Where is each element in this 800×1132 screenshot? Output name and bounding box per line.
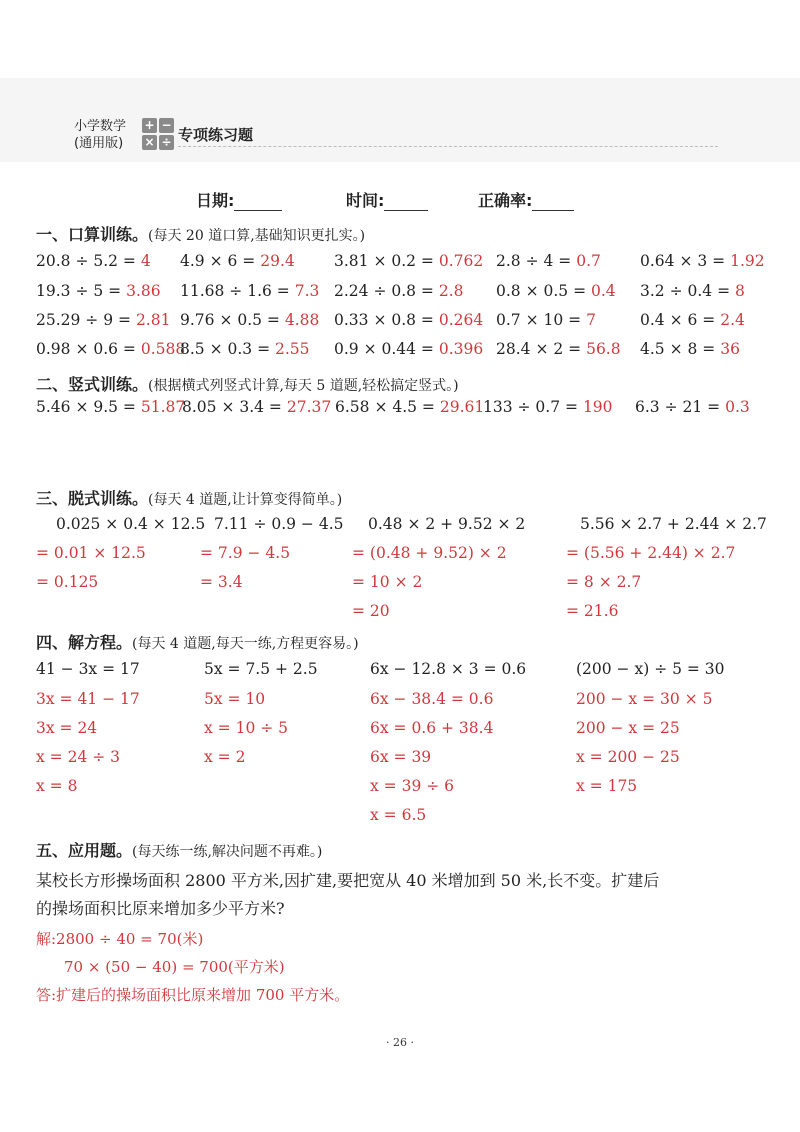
equation-question: (200 − x) ÷ 5 = 30 [576, 660, 725, 678]
answer: 2.8 [438, 282, 464, 300]
answer: 29.4 [260, 252, 295, 270]
oral-item [36, 340, 185, 358]
time-label: 时间: [346, 191, 385, 210]
oral-item [36, 282, 161, 300]
question: 8.5 × 0.3 = [180, 340, 271, 358]
question: 19.3 ÷ 5 = [36, 282, 122, 300]
equation-step: 200 − x = 30 × 5 [576, 690, 713, 708]
answer: 2.55 [275, 340, 310, 358]
equation-question: 41 − 3x = 17 [36, 660, 140, 678]
section-word-problem [36, 838, 322, 861]
vertical-item [483, 398, 613, 416]
oral-item [36, 311, 170, 329]
answer: 0.4 [591, 282, 616, 300]
oral-item [334, 282, 464, 300]
vertical-item [635, 398, 750, 416]
equation-step: 6x − 38.4 = 0.6 [370, 690, 494, 708]
question: 9.76 × 0.5 = [180, 311, 280, 329]
date-label: 日期: [196, 191, 235, 210]
stepwise-step: = 21.6 [566, 602, 619, 620]
solution-line-2: 70 × (50 − 40) = 700(平方米) [64, 958, 285, 976]
answer: 29.61 [439, 398, 485, 416]
problem-line-1: 某校长方形操场面积 2800 平方米,因扩建,要把宽从 40 米增加到 50 米,长不变。扩建后 [36, 871, 660, 890]
question: 2.24 ÷ 0.8 = [334, 282, 434, 300]
stepwise-step: = 10 × 2 [352, 573, 423, 591]
question: 3.2 ÷ 0.4 = [640, 282, 731, 300]
oral-item [640, 282, 745, 300]
solution-line-1: 解:2800 ÷ 40 = 70(米) [36, 930, 204, 948]
oral-item [640, 311, 745, 329]
oral-item [334, 252, 483, 270]
equation-step: 200 − x = 25 [576, 719, 680, 737]
question: 0.98 × 0.6 = [36, 340, 136, 358]
section-note: (每天 4 道题,让计算变得简单。) [148, 492, 343, 508]
operator-icons [142, 118, 174, 150]
answer: 8 [735, 282, 745, 300]
brand-line-1: 小学数学 [74, 119, 127, 134]
equation-step: x = 39 ÷ 6 [370, 777, 455, 795]
question: 20.8 ÷ 5.2 = [36, 252, 136, 270]
answer: 27.37 [286, 398, 332, 416]
answer: 51.87 [140, 398, 186, 416]
oral-item [640, 252, 765, 270]
answer: 7.3 [294, 282, 320, 300]
brand-line-2: (通用版) [74, 136, 124, 151]
equation-step: x = 10 ÷ 5 [204, 719, 289, 737]
oral-item [180, 252, 295, 270]
question: 4.5 × 8 = [640, 340, 716, 358]
section-oral [36, 222, 365, 245]
section-title: 四、解方程。 [36, 633, 133, 652]
answer: 0.7 [576, 252, 601, 270]
equation-step: x = 175 [576, 777, 638, 795]
oral-item [180, 282, 319, 300]
answer: 7 [586, 311, 596, 329]
section-note: (每天 4 道题,每天一练,方程更容易。) [132, 636, 359, 652]
question: 0.64 × 3 = [640, 252, 726, 270]
date-blank[interactable] [234, 192, 282, 211]
question: 6.3 ÷ 21 = [635, 398, 721, 416]
vertical-item [335, 398, 484, 416]
time-field [346, 188, 428, 211]
times-icon: × [142, 135, 157, 150]
oral-item [180, 311, 319, 329]
oral-item [640, 340, 740, 358]
equation-step: x = 24 ÷ 3 [36, 748, 121, 766]
question: 0.7 × 10 = [496, 311, 582, 329]
answer: 0.588 [140, 340, 186, 358]
time-blank[interactable] [384, 192, 428, 211]
question: 4.9 × 6 = [180, 252, 256, 270]
equation-question: 6x − 12.8 × 3 = 0.6 [370, 660, 527, 678]
oral-item [36, 252, 151, 270]
answer: 0.396 [438, 340, 484, 358]
equation-step: 3x = 24 [36, 719, 98, 737]
oral-item [180, 340, 310, 358]
answer: 0.762 [438, 252, 484, 270]
section-title: 三、脱式训练。 [36, 489, 149, 508]
answer: 3.86 [126, 282, 161, 300]
equation-step: 5x = 10 [204, 690, 266, 708]
question: 11.68 ÷ 1.6 = [180, 282, 290, 300]
equation-step: 6x = 0.6 + 38.4 [370, 719, 494, 737]
vertical-item [36, 398, 185, 416]
section-note: (每天练一练,解决问题不再难。) [132, 844, 323, 860]
date-field [196, 188, 282, 211]
section-title: 五、应用题。 [36, 841, 133, 860]
section-title: 一、口算训练。 [36, 225, 149, 244]
answer: 1.92 [730, 252, 765, 270]
stepwise-step: = (0.48 + 9.52) × 2 [352, 544, 507, 562]
answer: 56.8 [586, 340, 621, 358]
question: 6.58 × 4.5 = [335, 398, 435, 416]
stepwise-step: = 0.125 [36, 573, 99, 591]
oral-item [496, 311, 596, 329]
stepwise-step: = 7.9 − 4.5 [200, 544, 291, 562]
stepwise-step: = (5.56 + 2.44) × 2.7 [566, 544, 736, 562]
page-number: · 26 · [386, 1036, 414, 1049]
equation-step: 6x = 39 [370, 748, 432, 766]
section-vertical [36, 372, 459, 395]
question: 25.29 ÷ 9 = [36, 311, 131, 329]
answer: 2.81 [135, 311, 171, 329]
section-stepwise [36, 486, 342, 509]
oral-item [496, 252, 601, 270]
answer: 0.264 [438, 311, 484, 329]
vertical-item [182, 398, 331, 416]
oral-item [334, 311, 483, 329]
section-title: 二、竖式训练。 [36, 375, 149, 394]
question: 133 ÷ 0.7 = [483, 398, 578, 416]
section-note: (每天 20 道口算,基础知识更扎实。) [148, 228, 366, 244]
book-brand [74, 118, 126, 152]
question: 0.9 × 0.44 = [334, 340, 434, 358]
question: 5.46 × 9.5 = [36, 398, 136, 416]
question: 28.4 × 2 = [496, 340, 582, 358]
stepwise-question: 7.11 ÷ 0.9 − 4.5 [214, 515, 344, 533]
equation-step: x = 8 [36, 777, 78, 795]
answer: 2.4 [720, 311, 745, 329]
question: 0.4 × 6 = [640, 311, 716, 329]
stepwise-question: 0.48 × 2 + 9.52 × 2 [368, 515, 526, 533]
question: 0.33 × 0.8 = [334, 311, 434, 329]
equation-step: x = 200 − 25 [576, 748, 680, 766]
equation-step: x = 2 [204, 748, 246, 766]
oral-item [496, 282, 616, 300]
section-equations [36, 630, 359, 653]
equation-step: 3x = 41 − 17 [36, 690, 140, 708]
answer: 4.88 [284, 311, 320, 329]
equation-step: x = 6.5 [370, 806, 427, 824]
answer: 0.3 [725, 398, 750, 416]
accuracy-label: 正确率: [478, 191, 533, 210]
divide-icon: ÷ [159, 135, 174, 150]
oral-item [334, 340, 483, 358]
stepwise-step: = 20 [352, 602, 390, 620]
minus-icon: − [159, 118, 174, 133]
problem-line-2: 的操场面积比原来增加多少平方米? [36, 899, 285, 918]
answer: 190 [582, 398, 613, 416]
question: 3.81 × 0.2 = [334, 252, 434, 270]
stepwise-step: = 8 × 2.7 [566, 573, 642, 591]
plus-icon: + [142, 118, 157, 133]
stepwise-question: 0.025 × 0.4 × 12.5 [56, 515, 206, 533]
accuracy-field [478, 188, 574, 211]
section-note: (根据横式列竖式计算,每天 5 道题,轻松搞定竖式。) [148, 378, 459, 394]
stepwise-step: = 0.01 × 12.5 [36, 544, 146, 562]
page-title: 专项练习题 [178, 126, 254, 144]
accuracy-blank[interactable] [532, 192, 574, 211]
equation-question: 5x = 7.5 + 2.5 [204, 660, 318, 678]
oral-item [496, 340, 621, 358]
answer: 4 [140, 252, 151, 270]
answer-line: 答:扩建后的操场面积比原来增加 700 平方米。 [36, 986, 350, 1004]
question: 2.8 ÷ 4 = [496, 252, 572, 270]
question: 8.05 × 3.4 = [182, 398, 282, 416]
header-divider [178, 146, 718, 147]
question: 0.8 × 0.5 = [496, 282, 587, 300]
stepwise-step: = 3.4 [200, 573, 243, 591]
answer: 36 [720, 340, 740, 358]
stepwise-question: 5.56 × 2.7 + 2.44 × 2.7 [580, 515, 767, 533]
